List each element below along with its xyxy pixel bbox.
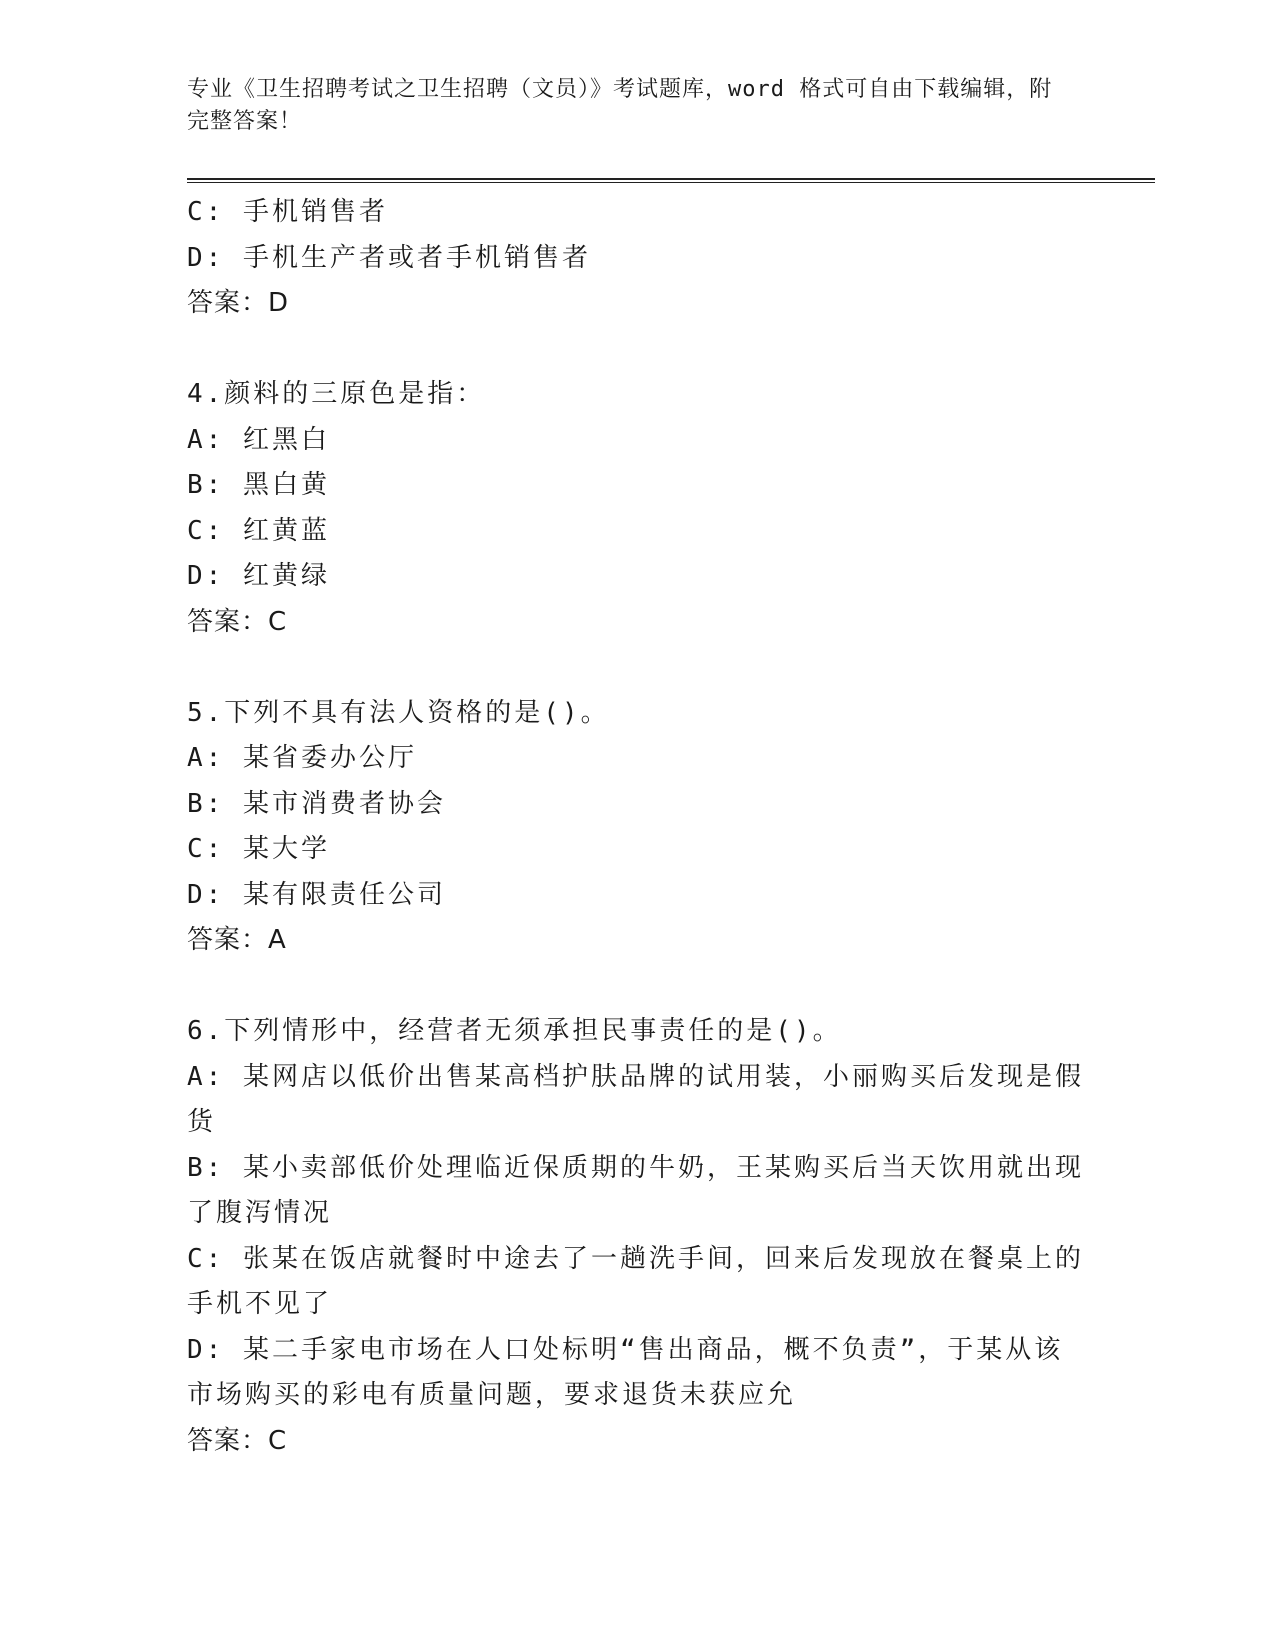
- question-4: [187, 372, 1087, 645]
- question-list: [187, 190, 1087, 1464]
- option-a: A: 某省委办公厅: [187, 743, 417, 773]
- question-5: [187, 691, 1087, 964]
- option-b: B: 某小卖部低价处理临近保质期的牛奶，王某购买后当天饮用就出现了腹泻情况: [187, 1152, 1084, 1228]
- answer: 答案：D: [187, 288, 290, 318]
- question-text: 4.颜料的三原色是指：: [187, 379, 486, 409]
- spacer: [187, 645, 1087, 691]
- option-b: B: 黑白黄: [187, 470, 330, 500]
- answer: 答案：A: [187, 925, 287, 955]
- document-header: [187, 74, 1067, 138]
- header-intro-text: 专业《卫生招聘考试之卫生招聘（文员）》考试题库，word 格式可自由下载编辑，附完整答案！: [187, 77, 1053, 134]
- option-c: C: 张某在饭店就餐时中途去了一趟洗手间，回来后发现放在餐桌上的手机不见了: [187, 1243, 1084, 1319]
- option-c: C: 红黄蓝: [187, 515, 330, 546]
- header-divider: [187, 178, 1155, 183]
- option-a: A: 某网店以低价出售某高档护肤品牌的试用装，小丽购买后发现是假货: [187, 1061, 1084, 1137]
- spacer: [187, 327, 1087, 373]
- question-3-tail: [187, 190, 1087, 327]
- answer: 答案：C: [187, 606, 288, 637]
- option-c: C: 手机销售者: [187, 197, 388, 227]
- question-text: 6.下列情形中，经营者无须承担民事责任的是()。: [187, 1016, 842, 1046]
- option-d: D: 某二手家电市场在人口处标明“售出商品，概不负责”，于某从该市场购买的彩电有质量问题，要求退货未获应允: [187, 1334, 1064, 1410]
- answer: 答案：C: [187, 1425, 288, 1456]
- option-d: D: 某有限责任公司: [187, 879, 446, 910]
- option-d: D: 红黄绿: [187, 561, 330, 591]
- question-text: 5.下列不具有法人资格的是()。: [187, 697, 610, 728]
- option-a: A: 红黑白: [187, 424, 330, 455]
- option-c: C: 某大学: [187, 834, 330, 864]
- option-d: D: 手机生产者或者手机销售者: [187, 242, 591, 273]
- spacer: [187, 964, 1087, 1010]
- option-b: B: 某市消费者协会: [187, 788, 446, 819]
- question-6: [187, 1009, 1087, 1464]
